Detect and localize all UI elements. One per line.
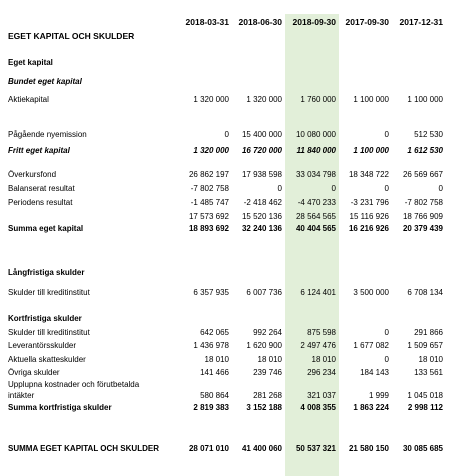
row-label: Överkursfond <box>8 170 57 179</box>
row-value: 18 010 <box>257 355 282 364</box>
row-value: 41 400 060 <box>241 444 282 453</box>
row-label: Eget kapital <box>8 58 53 67</box>
row-value: 0 <box>224 130 229 139</box>
row-label: Skulder till kreditinstitut <box>8 288 90 297</box>
row-value: 50 537 321 <box>295 444 336 453</box>
row-value: 26 569 667 <box>402 170 443 179</box>
row-value: 18 010 <box>311 355 336 364</box>
row-value: 1 045 018 <box>407 391 443 400</box>
row-value: -4 470 233 <box>297 198 336 207</box>
row-label: SUMMA EGET KAPITAL OCH SKULDER <box>8 444 159 453</box>
row-value: 1 436 978 <box>193 341 229 350</box>
row-value: 15 520 136 <box>241 212 282 221</box>
row-label: Övriga skulder <box>8 368 60 377</box>
row-label: Upplupna kostnader och förutbetalda <box>8 380 140 389</box>
row-value: 0 <box>438 184 443 193</box>
row-value: -3 231 796 <box>350 198 389 207</box>
column-header: 2018-06-30 <box>238 17 282 27</box>
row-label: Summa kortfristiga skulder <box>8 403 112 412</box>
column-header: 2017-12-31 <box>399 17 443 27</box>
row-value: 2 998 112 <box>407 403 443 412</box>
row-value: 1 320 000 <box>246 95 282 104</box>
row-value: 16 720 000 <box>241 146 282 155</box>
row-value: 1 620 900 <box>246 341 282 350</box>
row-value: 133 561 <box>414 368 443 377</box>
row-label: Kortfristiga skulder <box>8 314 82 323</box>
row-value: 16 216 926 <box>348 224 389 233</box>
row-value: 18 010 <box>418 355 443 364</box>
row-value: 0 <box>384 184 389 193</box>
row-value: 11 840 000 <box>296 146 336 155</box>
row-value: 141 466 <box>200 368 229 377</box>
row-value: 40 404 565 <box>295 224 336 233</box>
row-value: 580 864 <box>200 391 229 400</box>
row-value: 28 564 565 <box>295 212 336 221</box>
row-value: 2 819 383 <box>193 403 229 412</box>
row-value: 33 034 798 <box>295 170 336 179</box>
row-value: 26 862 197 <box>188 170 229 179</box>
row-value: 18 010 <box>204 355 229 364</box>
row-value: 18 766 909 <box>402 212 443 221</box>
row-value: 1 612 530 <box>407 146 443 155</box>
row-value: 17 573 692 <box>188 212 229 221</box>
row-value: 1 863 224 <box>353 403 389 412</box>
row-value: 15 400 000 <box>241 130 282 139</box>
row-value: -7 802 758 <box>190 184 229 193</box>
row-value: 6 708 134 <box>407 288 443 297</box>
row-value: 0 <box>384 355 389 364</box>
row-value: 0 <box>331 184 336 193</box>
row-value: 291 866 <box>414 328 443 337</box>
row-value: 1 100 000 <box>353 146 389 155</box>
row-label: Skulder till kreditinstitut <box>8 328 90 337</box>
row-value: 1 320 000 <box>193 146 229 155</box>
row-value: 642 065 <box>200 328 229 337</box>
row-label: Periodens resultat <box>8 198 73 207</box>
row-value: 18 348 722 <box>348 170 389 179</box>
row-value: 184 143 <box>360 368 389 377</box>
row-value: -7 802 758 <box>404 198 443 207</box>
row-label: Summa eget kapital <box>8 224 84 233</box>
column-header: 2018-03-31 <box>185 17 229 27</box>
row-value: 1 100 000 <box>407 95 443 104</box>
row-value: 296 234 <box>307 368 336 377</box>
row-value: -1 485 747 <box>190 198 229 207</box>
row-value: 1 509 657 <box>407 341 443 350</box>
row-value: 3 152 188 <box>246 403 282 412</box>
row-value: 875 598 <box>307 328 336 337</box>
row-value: 321 037 <box>307 391 336 400</box>
row-label: Fritt eget kapital <box>8 146 70 155</box>
row-value: 0 <box>384 328 389 337</box>
row-value: 6 357 935 <box>193 288 229 297</box>
row-value: 3 500 000 <box>353 288 389 297</box>
row-value: 1 100 000 <box>353 95 389 104</box>
row-label: Leverantörsskulder <box>8 341 77 350</box>
row-label: intäkter <box>8 391 35 400</box>
row-value: 32 240 136 <box>241 224 282 233</box>
row-value: 20 379 439 <box>402 224 443 233</box>
row-label: Pågående nyemission <box>8 130 87 139</box>
row-value: -2 418 462 <box>243 198 282 207</box>
row-label: Aktuella skatteskulder <box>8 355 86 364</box>
row-value: 2 497 476 <box>300 341 336 350</box>
column-header: 2017-09-30 <box>345 17 389 27</box>
row-value: 15 116 926 <box>349 212 389 221</box>
row-value: 1 677 082 <box>353 341 389 350</box>
row-value: 17 938 598 <box>241 170 282 179</box>
row-value: 10 080 000 <box>295 130 336 139</box>
column-header: 2018-09-30 <box>292 17 336 27</box>
row-value: 1 999 <box>368 391 389 400</box>
row-value: 30 085 685 <box>402 444 443 453</box>
row-value: 4 008 355 <box>300 403 336 412</box>
row-value: 512 530 <box>414 130 443 139</box>
row-value: 0 <box>384 130 389 139</box>
row-value: 21 580 150 <box>348 444 389 453</box>
row-value: 1 760 000 <box>300 95 336 104</box>
row-label: Långfristiga skulder <box>8 268 85 277</box>
row-value: 6 124 401 <box>300 288 336 297</box>
row-value: 281 268 <box>253 391 282 400</box>
row-value: 239 746 <box>253 368 282 377</box>
row-label: Balanserat resultat <box>8 184 75 193</box>
row-value: 18 893 692 <box>188 224 229 233</box>
sheet-title: EGET KAPITAL OCH SKULDER <box>8 31 135 41</box>
row-label: Aktiekapital <box>8 95 49 104</box>
row-value: 0 <box>277 184 282 193</box>
row-value: 28 071 010 <box>188 444 229 453</box>
row-value: 1 320 000 <box>193 95 229 104</box>
row-value: 992 264 <box>253 328 282 337</box>
row-label: Bundet eget kapital <box>8 77 82 86</box>
row-value: 6 007 736 <box>246 288 282 297</box>
